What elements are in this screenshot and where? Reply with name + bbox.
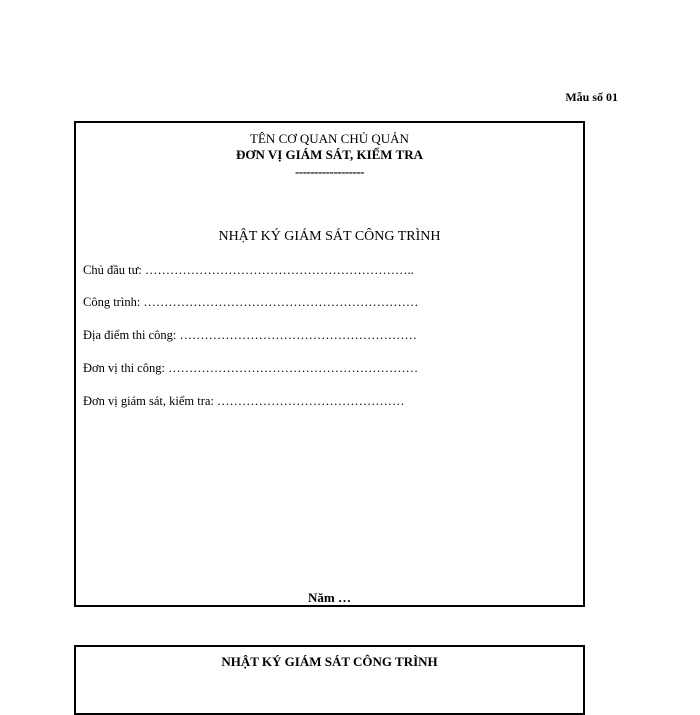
parent-agency-header: TÊN CƠ QUAN CHỦ QUẢN <box>250 131 409 146</box>
field-construction-site: Địa điểm thi công: ………………………………………………… <box>83 328 418 342</box>
field-investor: Chủ đầu tư: ……………………………………………………….. <box>83 263 414 277</box>
second-page-title: NHẬT KÝ GIÁM SÁT CÔNG TRÌNH <box>221 654 438 669</box>
second-page-box <box>74 645 585 715</box>
supervising-unit-header: ĐƠN VỊ GIÁM SÁT, KIỂM TRA <box>235 147 424 162</box>
field-supervising-unit: Đơn vị giám sát, kiểm tra: ……………………………………… <box>83 394 405 408</box>
cover-page-box <box>74 121 585 607</box>
field-contractor: Đơn vị thi công: …………………………………………………… <box>83 361 419 375</box>
cover-title: NHẬT KÝ GIÁM SÁT CÔNG TRÌNH <box>218 229 441 244</box>
year-line: Năm … <box>308 590 351 605</box>
header-separator: ------------------ <box>295 164 364 179</box>
field-project: Công trình: ………………………………………………………… <box>83 295 419 309</box>
form-code-label: Mẫu số 01 <box>565 90 618 104</box>
